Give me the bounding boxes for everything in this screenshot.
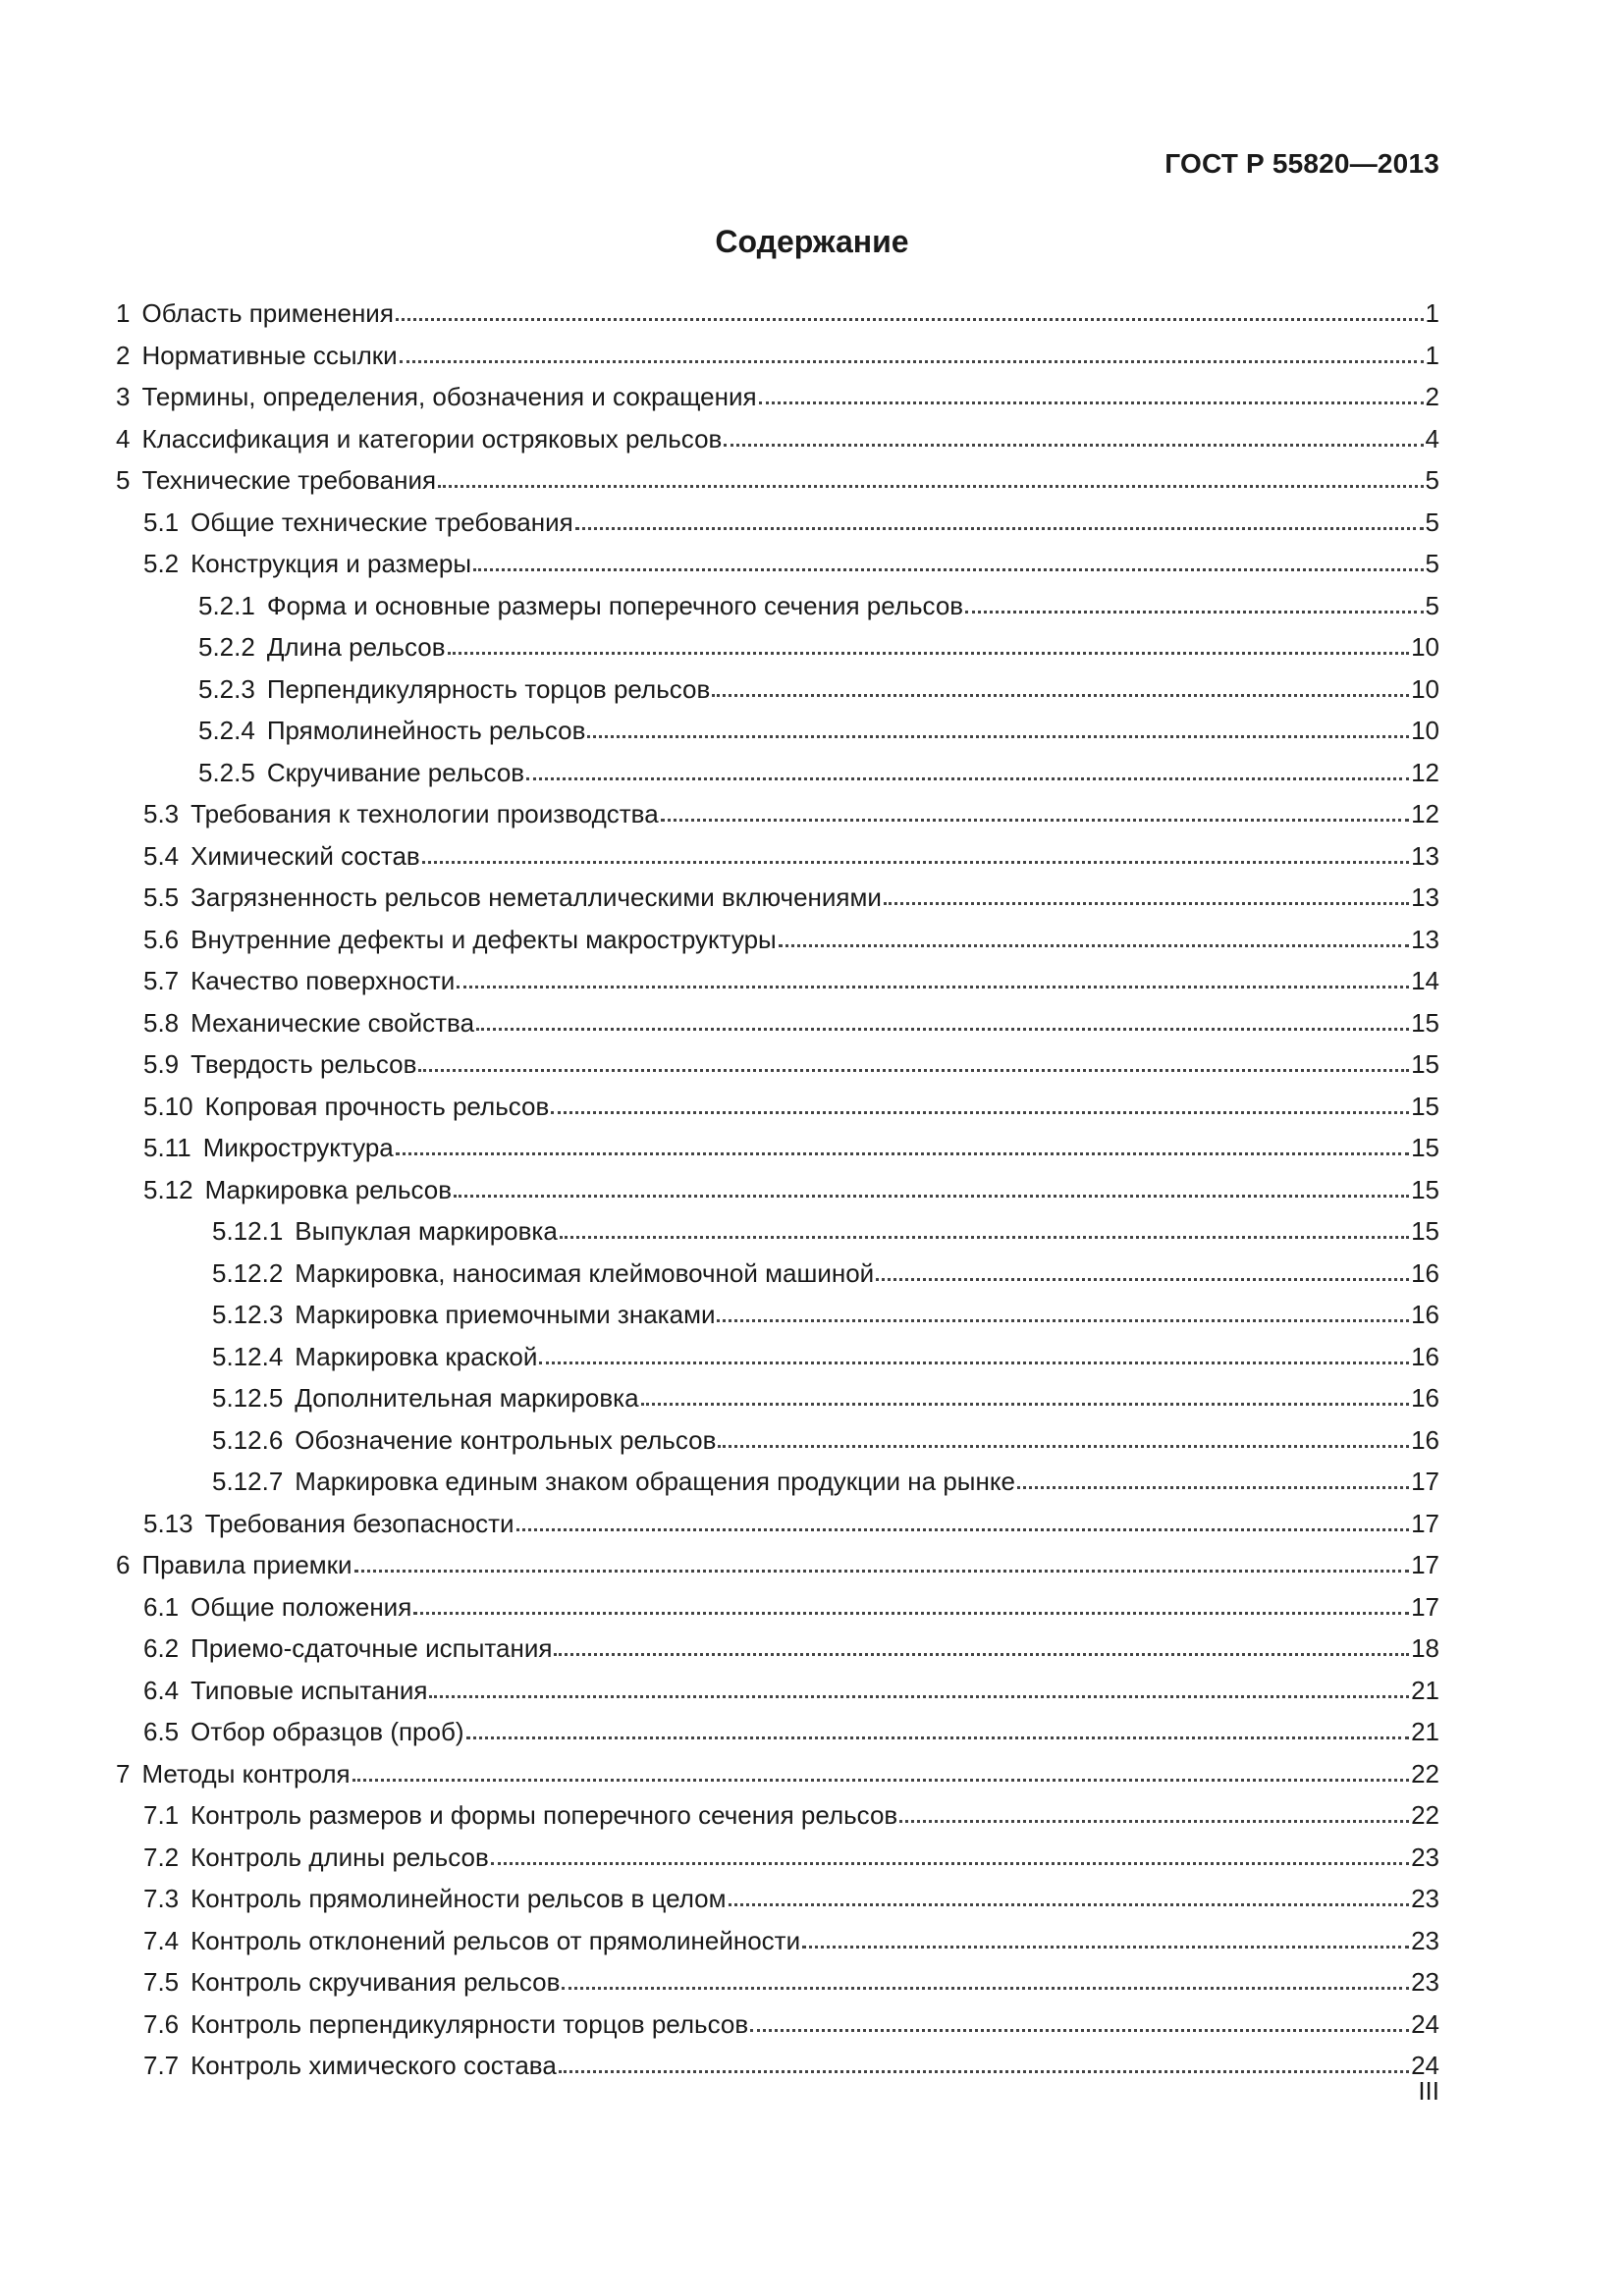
toc-entry-page: 15 [1411,1216,1439,1246]
toc-entry-title: Загрязненность рельсов неметаллическими включениями [190,882,882,912]
toc-entry-number: 5.13 [143,1508,193,1538]
toc-entry[interactable] [116,668,1439,711]
toc-entry-page: 10 [1411,632,1439,662]
toc-entry-number: 5 [116,465,131,495]
toc-entry[interactable] [116,1670,1439,1712]
toc-entry-page: 17 [1411,1467,1439,1496]
toc-entry-title: Маркировка приемочными знаками [295,1300,716,1329]
toc-entry-title: Контроль длины рельсов [190,1842,489,1872]
toc-entry-number: 2 [116,340,131,370]
toc-entry-number: 7.7 [143,2051,180,2080]
toc-dot-leader [352,1777,1409,1782]
toc-dot-leader [1017,1484,1409,1489]
toc-entry-title: Механические свойства [190,1007,475,1038]
toc-entry-title: Обозначение контрольных рельсов [295,1424,717,1455]
toc-entry-title: Контроль размеров и формы поперечного сечения рельсов [190,1800,898,1830]
toc-entry-page: 17 [1411,1550,1439,1579]
toc-entry-title: Технические требования [141,465,437,495]
toc-dot-leader [554,1651,1409,1656]
toc-entry[interactable] [116,293,1439,335]
toc-entry[interactable] [116,1043,1439,1086]
toc-entry-title: Копровая прочность рельсов [204,1091,550,1121]
toc-entry-page: 12 [1411,757,1439,787]
toc-entry[interactable] [116,418,1439,460]
toc-dot-leader [413,1610,1409,1615]
toc-entry-number: 5.7 [143,966,180,995]
toc-dot-leader [466,1735,1410,1739]
toc-entry[interactable] [116,1294,1439,1336]
toc-entry[interactable] [116,1753,1439,1795]
toc-dot-leader [779,942,1409,947]
toc-entry-number: 7.3 [143,1884,180,1913]
toc-entry-title: Требования безопасности [204,1508,514,1538]
toc-entry[interactable] [116,376,1439,418]
toc-entry-title: Общие технические требования [190,507,573,537]
toc-entry-number: 6.1 [143,1591,180,1622]
toc-dot-leader [712,692,1409,697]
toc-dot-leader [396,1150,1409,1155]
toc-entry-number: 7.2 [143,1842,180,1872]
toc-entry-page: 15 [1411,1174,1439,1204]
toc-dot-leader [717,1317,1409,1322]
toc-dot-leader [354,1568,1410,1573]
toc-entry-page: 24 [1411,2008,1439,2039]
toc-entry[interactable] [116,585,1439,627]
toc-entry-title: Контроль перпендикулярности торцов рельсов [190,2008,749,2039]
toc-entry-title: Контроль отклонений рельсов от прямолинейности [190,1925,801,1955]
toc-entry-number: 6.4 [143,1675,180,1705]
toc-dot-leader [551,1109,1409,1114]
toc-entry-page: 13 [1411,840,1439,871]
toc-entry[interactable] [116,793,1439,835]
toc-entry[interactable] [116,459,1439,502]
toc-dot-leader [454,1193,1409,1198]
toc-dot-leader [438,483,1423,488]
toc-entry-page: 15 [1411,1007,1439,1038]
toc-entry-number: 5.12.6 [212,1424,284,1455]
toc-title: Содержание [715,224,909,259]
toc-entry[interactable] [116,1586,1439,1629]
toc-entry[interactable] [116,1920,1439,1962]
page-number: III [1418,2076,1439,2106]
toc-entry-number: 5.2.5 [198,757,255,787]
toc-entry-page: 15 [1411,1049,1439,1079]
toc-entry-number: 7.1 [143,1800,180,1830]
toc-entry-title: Конструкция и размеры [190,549,472,578]
toc-entry-page: 4 [1425,423,1439,454]
toc-dot-leader [729,1901,1410,1906]
toc-entry-title: Типовые испытания [190,1675,428,1705]
toc-entry-number: 3 [116,382,131,411]
toc-entry[interactable] [116,2003,1439,2046]
toc-entry-title: Перпендикулярность торцов рельсов [266,673,711,704]
toc-dot-leader [965,609,1423,614]
toc-entry[interactable] [116,1961,1439,2003]
toc-entry-title: Нормативные ссылки [141,340,398,370]
document-code: ГОСТ Р 55820—2013 [1164,148,1439,179]
toc-entry[interactable] [116,1419,1439,1462]
toc-entry-title: Маркировка единым знаком обращения продукции на рынке [295,1467,1015,1496]
toc-dot-leader [559,2068,1409,2073]
toc-entry-title: Контроль химического состава [190,2051,557,2080]
toc-entry[interactable] [116,626,1439,668]
toc-entry-number: 5.2.4 [198,716,255,745]
toc-dot-leader [718,1443,1409,1448]
toc-dot-leader [884,900,1409,905]
toc-entry[interactable] [116,1794,1439,1837]
toc-dot-leader [448,650,1410,655]
toc-entry-number: 5.12.4 [212,1341,284,1371]
toc-dot-leader [491,1860,1409,1865]
toc-list [116,293,1439,2087]
toc-entry-number: 5.1 [143,507,180,537]
toc-entry-title: Маркировка рельсов [204,1174,453,1204]
toc-entry-page: 13 [1411,924,1439,954]
toc-entry[interactable] [116,2045,1439,2087]
toc-entry-number: 5.8 [143,1007,180,1038]
toc-dot-leader [661,817,1409,822]
toc-entry-title: Твердость рельсов [190,1049,417,1079]
toc-entry-title: Прямолинейность рельсов [266,716,586,745]
toc-entry-number: 7.6 [143,2008,180,2039]
toc-entry-title: Дополнительная маркировка [295,1383,639,1413]
toc-dot-leader [418,1067,1409,1072]
toc-entry-number: 4 [116,423,131,454]
toc-entry-title: Область применения [141,298,394,328]
toc-entry[interactable] [116,1878,1439,1920]
toc-dot-leader [539,1360,1409,1364]
toc-entry-number: 5.10 [143,1091,193,1121]
toc-entry-number: 5.12 [143,1174,193,1204]
toc-entry-page: 21 [1411,1717,1439,1746]
toc-entry-page: 24 [1411,2051,1439,2080]
toc-entry-title: Правила приемки [141,1550,352,1579]
toc-entry-title: Длина рельсов [266,632,446,662]
toc-dot-leader [899,1818,1409,1823]
toc-dot-leader [587,733,1409,738]
toc-dot-leader [422,859,1409,864]
toc-entry-page: 16 [1411,1300,1439,1329]
toc-entry-page: 22 [1411,1758,1439,1789]
toc-entry-title: Классификация и категории остряковых рельсов [141,423,723,454]
toc-entry-number: 5.5 [143,882,180,912]
toc-entry[interactable] [116,919,1439,961]
toc-entry[interactable] [116,1711,1439,1753]
toc-entry-number: 5.2 [143,549,180,578]
toc-entry-title: Отбор образцов (проб) [190,1717,464,1746]
toc-entry-number: 6 [116,1550,131,1579]
toc-entry[interactable] [116,1503,1439,1545]
toc-entry-page: 17 [1411,1508,1439,1538]
toc-entry-page: 12 [1411,799,1439,828]
toc-entry-page: 15 [1411,1133,1439,1162]
toc-entry-page: 16 [1411,1257,1439,1288]
toc-entry-number: 7 [116,1758,131,1789]
toc-dot-leader [476,1026,1409,1031]
toc-dot-leader [759,400,1424,404]
toc-entry[interactable] [116,1377,1439,1419]
toc-dot-leader [876,1276,1409,1281]
toc-dot-leader [560,1234,1409,1239]
toc-entry-title: Контроль скручивания рельсов [190,1967,561,1997]
toc-dot-leader [562,1985,1409,1990]
toc-entry-number: 5.12.3 [212,1300,284,1329]
toc-entry-page: 16 [1411,1424,1439,1455]
toc-entry-page: 23 [1411,1842,1439,1872]
toc-entry[interactable] [116,835,1439,878]
toc-entry-page: 18 [1411,1633,1439,1663]
toc-entry[interactable] [116,877,1439,919]
toc-entry-title: Микроструктура [202,1133,394,1162]
toc-entry-title: Химический состав [190,840,420,871]
toc-dot-leader [396,316,1424,321]
toc-entry-number: 5.3 [143,799,180,828]
toc-entry-page: 17 [1411,1591,1439,1622]
toc-entry-page: 16 [1411,1383,1439,1413]
toc-entry[interactable] [116,752,1439,794]
toc-entry-number: 5.11 [143,1133,191,1162]
toc-entry-title: Требования к технологии производства [190,799,659,828]
toc-entry-page: 5 [1425,507,1439,537]
toc-entry-number: 6.5 [143,1717,180,1746]
toc-entry-number: 7.5 [143,1967,180,1997]
toc-entry-number: 5.2.3 [198,673,255,704]
toc-entry[interactable] [116,960,1439,1002]
toc-entry-title: Контроль прямолинейности рельсов в целом [190,1884,727,1913]
toc-entry-title: Форма и основные размеры поперечного сечения рельсов [266,590,964,620]
toc-entry[interactable] [116,1210,1439,1253]
toc-entry[interactable] [116,1086,1439,1128]
toc-dot-leader [802,1944,1409,1949]
toc-entry[interactable] [116,1127,1439,1169]
toc-entry[interactable] [116,710,1439,752]
toc-entry-number: 5.12.2 [212,1257,284,1288]
toc-entry-title: Маркировка, наносимая клеймовочной машиной [295,1257,875,1288]
toc-dot-leader [641,1401,1410,1406]
toc-entry-number: 5.12.5 [212,1383,284,1413]
toc-entry-page: 23 [1411,1884,1439,1913]
toc-entry-number: 5.12.1 [212,1216,284,1246]
toc-entry-page: 15 [1411,1091,1439,1121]
toc-entry-page: 2 [1425,382,1439,411]
toc-dot-leader [473,566,1423,571]
toc-dot-leader [457,984,1409,988]
toc-dot-leader [724,442,1423,447]
toc-entry-title: Внутренние дефекты и дефекты макроструктуры [190,924,777,954]
toc-dot-leader [429,1693,1409,1698]
toc-entry-page: 5 [1425,590,1439,620]
toc-dot-leader [516,1526,1410,1531]
toc-entry[interactable] [116,335,1439,377]
toc-entry-title: Приемо-сдаточные испытания [190,1633,553,1663]
toc-entry-page: 10 [1411,716,1439,745]
toc-entry[interactable] [116,1544,1439,1586]
toc-entry[interactable] [116,1628,1439,1670]
toc-entry[interactable] [116,1253,1439,1295]
toc-dot-leader [526,775,1409,780]
toc-entry-title: Скручивание рельсов [266,757,525,787]
toc-entry-title: Качество поверхности [190,966,456,995]
toc-dot-leader [750,2027,1409,2032]
toc-entry-title: Выпуклая маркировка [295,1216,558,1246]
toc-entry-page: 23 [1411,1967,1439,1997]
toc-dot-leader [575,525,1424,530]
toc-entry-number: 5.12.7 [212,1467,284,1496]
toc-entry-number: 5.2.2 [198,632,255,662]
toc-entry-page: 13 [1411,882,1439,912]
toc-entry-number: 6.2 [143,1633,180,1663]
toc-entry-title: Маркировка краской [295,1341,538,1371]
toc-entry-page: 10 [1411,673,1439,704]
toc-entry[interactable] [116,543,1439,585]
toc-entry-page: 21 [1411,1675,1439,1705]
toc-entry-number: 5.9 [143,1049,180,1079]
toc-entry[interactable] [116,1837,1439,1879]
toc-entry-page: 1 [1425,340,1439,370]
toc-entry[interactable] [116,1461,1439,1503]
toc-entry-page: 14 [1411,966,1439,995]
toc-entry-page: 5 [1425,465,1439,495]
toc-entry[interactable] [116,1169,1439,1211]
toc-entry-title: Термины, определения, обозначения и сокращения [141,382,757,411]
toc-entry-page: 22 [1411,1800,1439,1830]
toc-entry[interactable] [116,1002,1439,1044]
toc-dot-leader [400,358,1424,363]
toc-entry-title: Общие положения [190,1591,412,1622]
toc-entry-number: 5.6 [143,924,180,954]
toc-entry-number: 1 [116,298,131,328]
toc-entry-page: 1 [1425,298,1439,328]
toc-entry-number: 5.2.1 [198,590,255,620]
toc-entry-title: Методы контроля [141,1758,351,1789]
toc-entry[interactable] [116,1336,1439,1378]
toc-entry-page: 5 [1425,549,1439,578]
toc-entry-page: 23 [1411,1925,1439,1955]
toc-entry-page: 16 [1411,1341,1439,1371]
toc-entry[interactable] [116,502,1439,544]
toc-entry-number: 5.4 [143,840,180,871]
toc-entry-number: 7.4 [143,1925,180,1955]
